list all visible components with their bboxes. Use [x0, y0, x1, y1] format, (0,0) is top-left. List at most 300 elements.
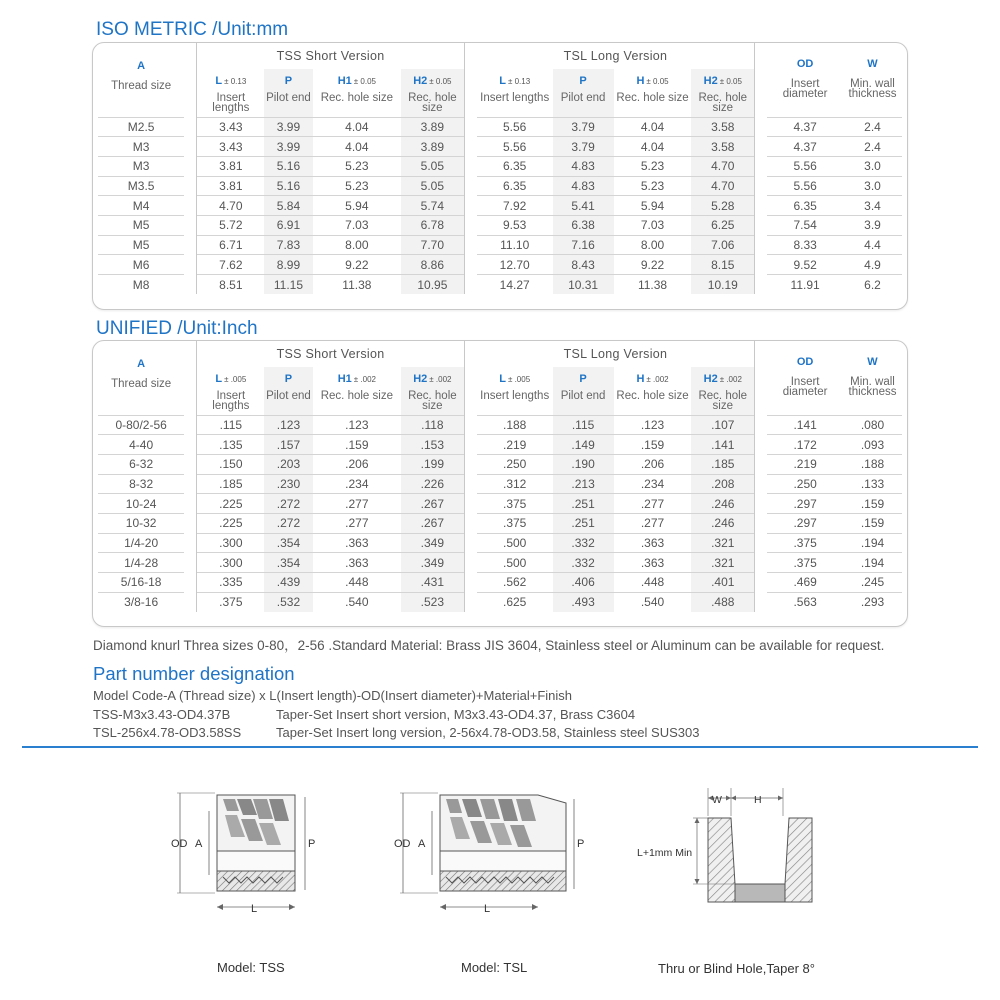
- value-cell: 6.2: [843, 275, 902, 295]
- value-cell: .141: [767, 415, 843, 435]
- value-cell: 7.03: [614, 215, 692, 235]
- tss-drawing: [165, 785, 345, 920]
- column-gap: [464, 533, 477, 553]
- value-cell: .226: [401, 474, 464, 494]
- thread-size-symbol: A: [137, 358, 146, 370]
- column-label: Rec. hole size: [320, 92, 393, 104]
- table-row: [98, 156, 902, 176]
- value-cell: 6.78: [401, 215, 464, 235]
- value-cell: .500: [477, 553, 553, 573]
- value-cell: 5.56: [477, 117, 553, 137]
- column-gap: [184, 176, 197, 196]
- od-symbol: OD: [796, 58, 814, 70]
- value-cell: .375: [767, 553, 843, 573]
- value-cell: .188: [477, 415, 553, 435]
- column-symbol: L: [215, 373, 223, 385]
- value-cell: .267: [401, 494, 464, 514]
- column-header: [197, 367, 264, 415]
- value-cell: 3.79: [553, 117, 614, 137]
- column-gap: [184, 255, 197, 275]
- column-tolerance: ± 0.05: [353, 77, 376, 86]
- column-gap: [464, 592, 477, 612]
- part-number-example: [93, 725, 700, 740]
- value-cell: .185: [691, 454, 754, 474]
- value-cell: .267: [401, 513, 464, 533]
- value-cell: .431: [401, 573, 464, 593]
- value-cell: 4.04: [313, 137, 401, 157]
- column-gap: [464, 513, 477, 533]
- thread-size-cell: M5: [98, 215, 184, 235]
- example-description: Taper-Set Insert short version, M3x3.43-OD4.37, Brass C3604: [276, 707, 636, 722]
- hole-depth-label: L+1mm Min: [637, 847, 693, 859]
- value-cell: 6.35: [477, 156, 553, 176]
- column-label: Insert lengths: [480, 390, 550, 402]
- column-symbol: H: [636, 373, 645, 385]
- od-label: Insert diameter: [782, 78, 828, 100]
- column-gap: [755, 235, 768, 255]
- value-cell: .354: [264, 533, 312, 553]
- value-cell: 5.41: [553, 196, 614, 216]
- thread-size-cell: 0-80/2-56: [98, 415, 184, 435]
- value-cell: 11.38: [614, 275, 692, 295]
- column-label: Rec. hole size: [616, 92, 689, 104]
- table-row: [98, 454, 902, 474]
- thread-size-cell: 1/4-20: [98, 533, 184, 553]
- value-cell: .500: [477, 533, 553, 553]
- tsl-a-label: A: [418, 838, 426, 850]
- column-gap: [464, 573, 477, 593]
- column-header: [197, 69, 264, 117]
- value-cell: .532: [264, 592, 312, 612]
- column-gap: [184, 454, 197, 474]
- value-cell: 8.00: [313, 235, 401, 255]
- value-cell: .277: [614, 494, 692, 514]
- value-cell: .135: [197, 435, 264, 455]
- column-gap: [755, 215, 768, 235]
- value-cell: .245: [843, 573, 902, 593]
- value-cell: .625: [477, 592, 553, 612]
- value-cell: 4.04: [313, 117, 401, 137]
- column-header: [401, 69, 464, 117]
- value-cell: 10.95: [401, 275, 464, 295]
- column-header: [264, 367, 312, 415]
- column-gap: [755, 255, 768, 275]
- thread-size-cell: M5: [98, 235, 184, 255]
- column-symbol: H1: [337, 373, 352, 385]
- value-cell: 6.38: [553, 215, 614, 235]
- column-gap: [184, 553, 197, 573]
- od-symbol: OD: [796, 356, 814, 368]
- example-code: TSS-M3x3.43-OD4.37B: [93, 707, 231, 722]
- value-cell: 3.43: [197, 117, 264, 137]
- value-cell: .219: [767, 454, 843, 474]
- value-cell: .153: [401, 435, 464, 455]
- value-cell: .375: [197, 592, 264, 612]
- value-cell: 11.15: [264, 275, 312, 295]
- value-cell: 6.71: [197, 235, 264, 255]
- column-symbol: P: [284, 373, 293, 385]
- column-label: Rec. hole size: [408, 390, 457, 412]
- tss-group-header: [197, 341, 464, 367]
- value-cell: 10.31: [553, 275, 614, 295]
- tsl-drawing: [388, 785, 588, 920]
- value-cell: 4.37: [767, 137, 843, 157]
- tsl-group-header: [477, 341, 755, 367]
- value-cell: .123: [264, 415, 312, 435]
- value-cell: 5.23: [614, 156, 692, 176]
- column-gap: [184, 573, 197, 593]
- column-header: [313, 367, 401, 415]
- w-header: [843, 341, 902, 415]
- column-label: Rec. hole size: [408, 92, 457, 114]
- value-cell: 4.70: [197, 196, 264, 216]
- header-group-row: [98, 43, 902, 69]
- value-cell: .141: [691, 435, 754, 455]
- value-cell: .297: [767, 494, 843, 514]
- w-symbol: W: [867, 356, 878, 368]
- value-cell: .234: [614, 474, 692, 494]
- table-row: [98, 435, 902, 455]
- thread-size-cell: 4-40: [98, 435, 184, 455]
- column-gap: [755, 275, 768, 295]
- value-cell: 3.4: [843, 196, 902, 216]
- value-cell: 7.70: [401, 235, 464, 255]
- tsl-group-label: TSL Long Version: [563, 346, 668, 361]
- table-row: [98, 117, 902, 137]
- value-cell: 7.03: [313, 215, 401, 235]
- value-cell: 3.81: [197, 156, 264, 176]
- value-cell: .321: [691, 553, 754, 573]
- column-gap: [755, 494, 768, 514]
- value-cell: 5.74: [401, 196, 464, 216]
- value-cell: 3.89: [401, 137, 464, 157]
- value-cell: 5.28: [691, 196, 754, 216]
- thread-size-cell: M3: [98, 156, 184, 176]
- tsl-l-label: L: [484, 903, 491, 915]
- value-cell: .159: [843, 513, 902, 533]
- value-cell: .251: [553, 513, 614, 533]
- column-gap: [755, 415, 768, 435]
- value-cell: 3.43: [197, 137, 264, 157]
- value-cell: .277: [614, 513, 692, 533]
- value-cell: 3.0: [843, 156, 902, 176]
- value-cell: 3.99: [264, 117, 312, 137]
- material-note: Diamond knurl Threa sizes 0-80，2-56 .Standard Material: Brass JIS 3604, Stainless steel or Aluminum can be available for request.: [93, 638, 885, 653]
- column-gap: [464, 137, 477, 157]
- column-gap: [755, 573, 768, 593]
- value-cell: .349: [401, 533, 464, 553]
- column-gap: [464, 275, 477, 295]
- column-gap: [184, 215, 197, 235]
- thread-size-cell: 10-32: [98, 513, 184, 533]
- value-cell: 7.92: [477, 196, 553, 216]
- w-label: Min. wall thickness: [848, 376, 897, 398]
- unified-table-card: [92, 340, 908, 627]
- column-label: Pilot end: [560, 390, 606, 402]
- hole-w-label: W: [712, 794, 722, 806]
- value-cell: .375: [767, 533, 843, 553]
- column-gap: [464, 215, 477, 235]
- value-cell: .363: [313, 533, 401, 553]
- column-tolerance: ± 0.05: [646, 77, 669, 86]
- value-cell: 5.72: [197, 215, 264, 235]
- column-label: Rec. hole size: [616, 390, 689, 402]
- value-cell: .406: [553, 573, 614, 593]
- column-tolerance: ± .002: [719, 375, 742, 384]
- column-tolerance: ± .002: [646, 375, 669, 384]
- table-row: [98, 494, 902, 514]
- metric-table: [98, 43, 902, 294]
- column-gap: [184, 43, 197, 117]
- value-cell: 5.84: [264, 196, 312, 216]
- value-cell: 9.52: [767, 255, 843, 275]
- column-header: [264, 69, 312, 117]
- value-cell: .354: [264, 553, 312, 573]
- column-gap: [464, 454, 477, 474]
- value-cell: .250: [767, 474, 843, 494]
- column-header: [691, 367, 754, 415]
- tsl-caption: Model: TSL: [461, 960, 528, 975]
- value-cell: 6.91: [264, 215, 312, 235]
- column-header: [614, 367, 692, 415]
- table-row: [98, 215, 902, 235]
- value-cell: 7.16: [553, 235, 614, 255]
- column-gap: [184, 474, 197, 494]
- value-cell: .332: [553, 533, 614, 553]
- value-cell: 6.35: [767, 196, 843, 216]
- column-tolerance: ± 0.13: [507, 77, 531, 86]
- section-divider: [22, 746, 978, 748]
- value-cell: .523: [401, 592, 464, 612]
- value-cell: 5.23: [313, 176, 401, 196]
- value-cell: .272: [264, 513, 312, 533]
- value-cell: 9.53: [477, 215, 553, 235]
- value-cell: .300: [197, 533, 264, 553]
- column-header: [614, 69, 692, 117]
- od-header: [767, 43, 843, 117]
- column-tolerance: ± 0.05: [429, 77, 452, 86]
- part-number-example: [93, 707, 636, 722]
- column-gap: [184, 494, 197, 514]
- table-row: [98, 196, 902, 216]
- value-cell: .225: [197, 513, 264, 533]
- thread-size-cell: 3/8-16: [98, 592, 184, 612]
- column-symbol: H2: [703, 75, 718, 87]
- value-cell: 4.04: [614, 117, 692, 137]
- column-gap: [755, 454, 768, 474]
- value-cell: .297: [767, 513, 843, 533]
- column-tolerance: ± .005: [507, 375, 531, 384]
- value-cell: 6.25: [691, 215, 754, 235]
- hole-caption: Thru or Blind Hole,Taper 8°: [658, 961, 815, 976]
- tss-group-label: TSS Short Version: [276, 48, 385, 63]
- value-cell: .448: [614, 573, 692, 593]
- value-cell: 4.9: [843, 255, 902, 275]
- value-cell: 5.56: [767, 156, 843, 176]
- example-description: Taper-Set Insert long version, 2-56x4.78-OD3.58, Stainless steel SUS303: [276, 725, 700, 740]
- w-header: [843, 43, 902, 117]
- column-tolerance: ± .005: [224, 375, 247, 384]
- column-symbol: H2: [413, 75, 428, 87]
- value-cell: 5.23: [614, 176, 692, 196]
- tss-caption: Model: TSS: [217, 960, 285, 975]
- value-cell: .118: [401, 415, 464, 435]
- value-cell: 3.81: [197, 176, 264, 196]
- value-cell: 9.22: [614, 255, 692, 275]
- column-tolerance: ± .002: [429, 375, 452, 384]
- value-cell: 2.4: [843, 117, 902, 137]
- thread-size-cell: 8-32: [98, 474, 184, 494]
- column-header: [553, 69, 614, 117]
- value-cell: 4.04: [614, 137, 692, 157]
- value-cell: 14.27: [477, 275, 553, 295]
- value-cell: .401: [691, 573, 754, 593]
- value-cell: 10.19: [691, 275, 754, 295]
- thread-size-symbol: A: [137, 60, 146, 72]
- column-header: [313, 69, 401, 117]
- column-header: [477, 69, 553, 117]
- value-cell: .277: [313, 513, 401, 533]
- thread-size-label: Thread size: [111, 80, 172, 92]
- thread-size-cell: M2.5: [98, 117, 184, 137]
- table-row: [98, 235, 902, 255]
- column-header: [691, 69, 754, 117]
- unified-table: [98, 341, 902, 612]
- column-gap: [755, 553, 768, 573]
- value-cell: 5.94: [614, 196, 692, 216]
- value-cell: .246: [691, 494, 754, 514]
- thread-size-cell: 6-32: [98, 454, 184, 474]
- value-cell: .363: [614, 553, 692, 573]
- value-cell: 8.15: [691, 255, 754, 275]
- column-gap: [464, 235, 477, 255]
- value-cell: .185: [197, 474, 264, 494]
- table-row: [98, 592, 902, 612]
- tss-insert-body: [217, 795, 295, 891]
- value-cell: 8.33: [767, 235, 843, 255]
- value-cell: .321: [691, 533, 754, 553]
- value-cell: 5.16: [264, 176, 312, 196]
- value-cell: 5.05: [401, 156, 464, 176]
- value-cell: 2.4: [843, 137, 902, 157]
- value-cell: 3.9: [843, 215, 902, 235]
- value-cell: 3.58: [691, 137, 754, 157]
- value-cell: .335: [197, 573, 264, 593]
- column-label: Rec. hole size: [698, 92, 748, 114]
- column-gap: [755, 117, 768, 137]
- column-gap: [464, 176, 477, 196]
- value-cell: .277: [313, 494, 401, 514]
- column-gap: [184, 341, 197, 415]
- thread-size-cell: M3: [98, 137, 184, 157]
- part-number-title: Part number designation: [93, 663, 295, 684]
- tss-group-label: TSS Short Version: [276, 346, 385, 361]
- value-cell: .115: [553, 415, 614, 435]
- value-cell: .349: [401, 553, 464, 573]
- value-cell: 7.06: [691, 235, 754, 255]
- value-cell: 5.16: [264, 156, 312, 176]
- column-label: Insert lengths: [212, 92, 250, 114]
- column-header: [401, 367, 464, 415]
- column-symbol: P: [579, 373, 587, 385]
- column-gap: [464, 474, 477, 494]
- table-row: [98, 533, 902, 553]
- column-gap: [184, 513, 197, 533]
- value-cell: 5.23: [313, 156, 401, 176]
- hole-h-label: H: [754, 794, 762, 806]
- value-cell: 3.0: [843, 176, 902, 196]
- value-cell: 5.05: [401, 176, 464, 196]
- tsl-group-header: [477, 43, 755, 69]
- value-cell: .375: [477, 494, 553, 514]
- column-gap: [464, 156, 477, 176]
- column-gap: [464, 553, 477, 573]
- column-gap: [184, 592, 197, 612]
- thread-size-cell: 5/16-18: [98, 573, 184, 593]
- column-tolerance: ± 0.13: [224, 77, 247, 86]
- value-cell: .375: [477, 513, 553, 533]
- column-gap: [184, 275, 197, 295]
- value-cell: .363: [313, 553, 401, 573]
- header-group-row: [98, 341, 902, 367]
- table-row: [98, 137, 902, 157]
- value-cell: 4.70: [691, 176, 754, 196]
- column-label: Insert lengths: [212, 390, 250, 412]
- value-cell: .159: [843, 494, 902, 514]
- value-cell: 3.89: [401, 117, 464, 137]
- tsl-p-label: P: [577, 838, 585, 850]
- value-cell: .093: [843, 435, 902, 455]
- column-gap: [755, 156, 768, 176]
- tsl-insert-body: [440, 795, 566, 891]
- thread-size-cell: M3.5: [98, 176, 184, 196]
- value-cell: .107: [691, 415, 754, 435]
- value-cell: .199: [401, 454, 464, 474]
- column-gap: [184, 435, 197, 455]
- thread-size-label: Thread size: [111, 378, 172, 390]
- value-cell: .188: [843, 454, 902, 474]
- value-cell: 6.35: [477, 176, 553, 196]
- value-cell: .203: [264, 454, 312, 474]
- table-row: [98, 553, 902, 573]
- value-cell: .293: [843, 592, 902, 612]
- column-symbol: L: [499, 373, 506, 385]
- column-gap: [184, 196, 197, 216]
- table-row: [98, 415, 902, 435]
- column-symbol: H2: [413, 373, 428, 385]
- value-cell: 12.70: [477, 255, 553, 275]
- column-symbol: P: [284, 75, 293, 87]
- column-gap: [184, 117, 197, 137]
- value-cell: .206: [313, 454, 401, 474]
- column-label: Insert lengths: [480, 92, 550, 104]
- metric-title: ISO METRIC /Unit:mm: [96, 19, 289, 40]
- column-gap: [755, 513, 768, 533]
- value-cell: .469: [767, 573, 843, 593]
- part-number-formula: Model Code-A (Thread size) x L(Insert length)-OD(Insert diameter)+Material+Finish: [93, 688, 573, 703]
- value-cell: 8.86: [401, 255, 464, 275]
- tss-group-header: [197, 43, 464, 69]
- tsl-group-label: TSL Long Version: [563, 48, 668, 63]
- value-cell: 4.70: [691, 156, 754, 176]
- value-cell: 7.54: [767, 215, 843, 235]
- value-cell: .493: [553, 592, 614, 612]
- value-cell: .123: [313, 415, 401, 435]
- value-cell: .272: [264, 494, 312, 514]
- example-code: TSL-256x4.78-OD3.58SS: [93, 725, 242, 740]
- thread-size-cell: 1/4-28: [98, 553, 184, 573]
- value-cell: .246: [691, 513, 754, 533]
